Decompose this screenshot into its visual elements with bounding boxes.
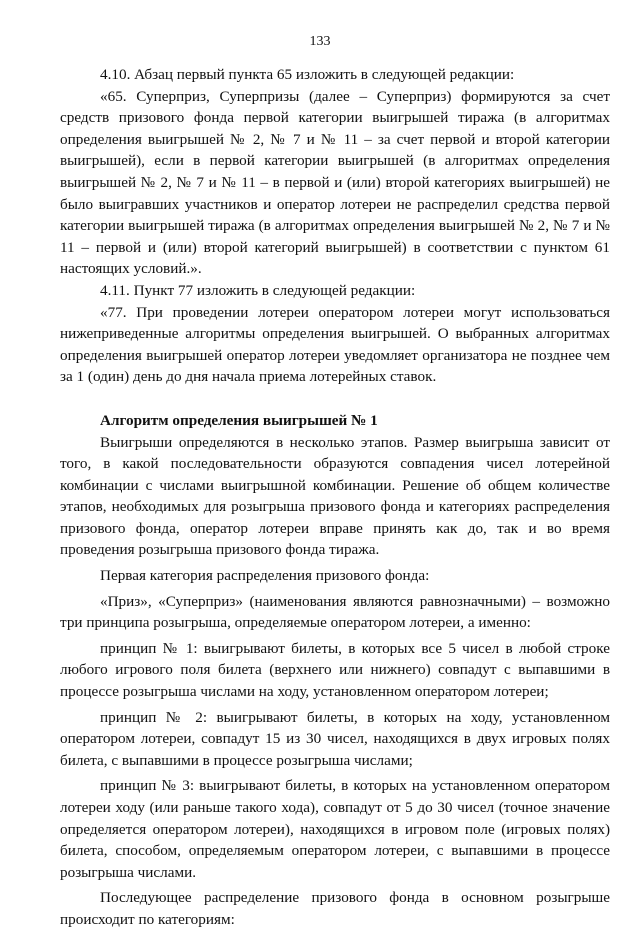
paragraph-principle-1: принцип № 1: выигрывают билеты, в которых все 5 чисел в любой строке любого игрового поля билета (верхнего или нижнего) совпадут с выпавшими в процессе розыгрыша числами на ходу, установленном оператором лотереи; [60,639,610,701]
paragraph-4-10: 4.10. Абзац первый пункта 65 изложить в следующей редакции: [100,66,515,83]
page-number: 133 [309,34,331,49]
section-heading: Алгоритм определения выигрышей № 1 [100,411,378,429]
paragraph-first-category: Первая категория распределения призового фонда: [100,567,430,585]
paragraph-subsequent-distribution: Последующее распределение призового фонда в основном розыгрыше происходит по категориям: [60,889,610,928]
paragraph-principle-2: принцип № 2: выигрывают билеты, в которых на ходу, установленном оператором лотереи, совпадут 15 из 30 чисел, находящихся в двух игровых полях билета, с выпавшими в процессе розыгрыша числами; [60,708,610,769]
paragraph-prize-superprize: «Приз», «Суперприз» (наименования являются равнозначными) – возможно три принципа розыгрыша, определяемые оператором лотереи, а именно: [60,592,610,632]
paragraph-principle-3: принцип № 3: выигрывают билеты, в которых на установленном оператором лотереи ходу (или раньше такого хода), совпадут от 5 до 30 чисел (точное значение определяется оператором лотереи), находящихся в игровом поле (игровых полях) билета, способом, определяемым оператором лотереи, с выпавшими в процессе розыгрыша числами. [60,777,610,881]
paragraph-4-11: 4.11. Пункт 77 изложить в следующей редакции: [100,281,416,299]
paragraph-65-text: «65. Суперприз, Суперпризы (далее – Суперприз) формируются за счет средств призового фонда первой категории выигрышей тиража (в алгоритмах определения выигрышей № 2, № 7 и № 11 – за счет первой и второй категории выигрышей), если в первой категории выигрышей (в алгоритмах определения выигрышей № 2, № 7 и № 11 – в первой и (или) второй категориях выигрышей) не было выигравших участников и оператор лотереи не распределил средства первой категории выигрышей тиража (в алгоритмах определения выигрышей № 2, № 7 и № 11 – первой и (или) второй категорий выигрышей) в соответствии с пунктом 61 настоящих условий.». [60,87,610,278]
paragraph-stages: Выигрыши определяются в несколько этапов. Размер выигрыша зависит от того, в какой последовательности образуются совпадения чисел лотерейной комбинации с числами выигрышной комбинации. Решение об общем количестве этапов, необходимых для розыгрыша призового фонда и категориях распределения призового фонда, оператор лотереи вправе принять как до, так и во время проведения розыгрыша призового фонда тиража. [60,433,610,559]
paragraph-77-text: «77. При проведении лотереи оператором лотереи могут использоваться нижеприведенные алгоритмы определения выигрышей. О выбранных алгоритмах определения выигрышей оператор лотереи уведомляет организатора не позднее чем за 1 (один) день до дня начала приема лотерейных ставок. [60,303,610,386]
document-body [60,64,610,931]
